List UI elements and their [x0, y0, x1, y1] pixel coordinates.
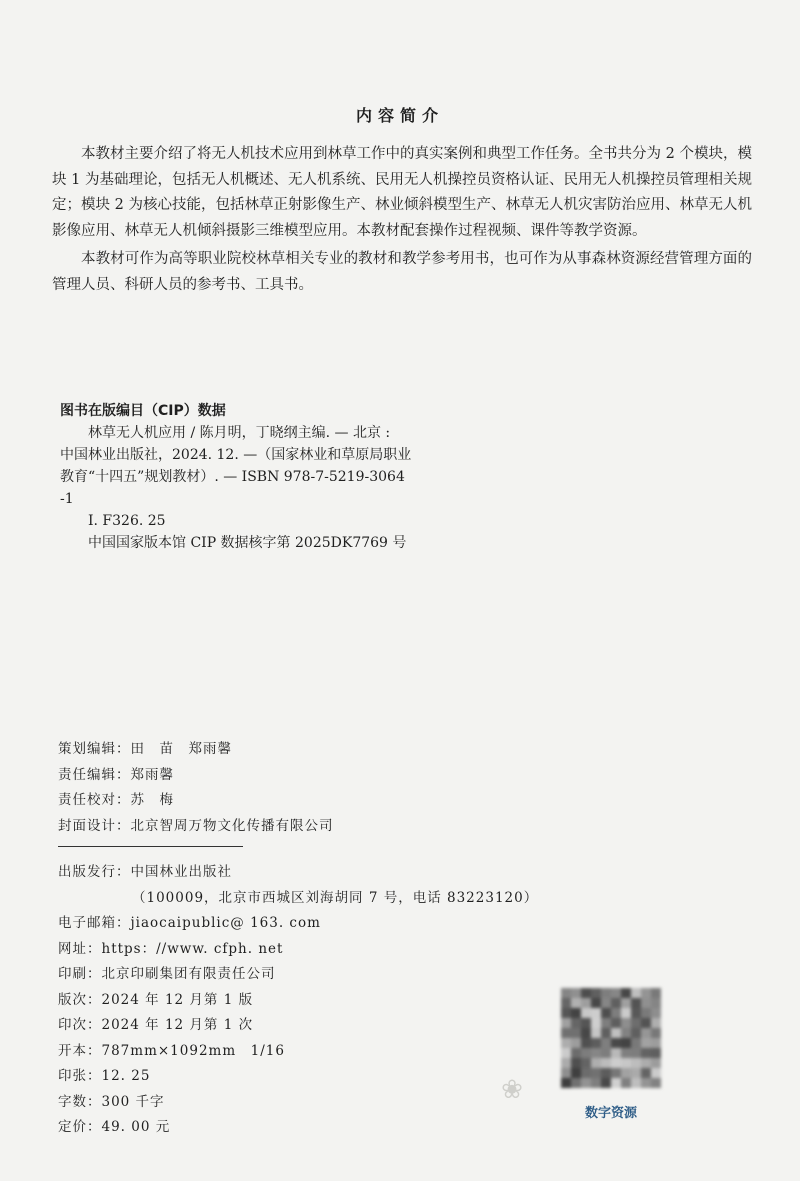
- qr-module: [631, 1028, 641, 1038]
- pub-row-format: [58, 1039, 538, 1065]
- qr-module: [651, 988, 661, 998]
- intro-paragraph-1: 本教材主要介绍了将无人机技术应用到林草工作中的真实案例和典型工作任务。全书共分为 2 个模块，模块 1 为基础理论，包括无人机概述、无人机系统、民用无人机操控员资格认证、民用无人机操控员管理相关规定；模块 2 为核心技能，包括林草正射影像生产、林业倾斜模型生产、林草无人机灾害防治应用、林草无人机影像应用、林草无人机倾斜摄影三维模型应用。本教材配套操作过程视频、课件等教学资源。: [52, 146, 752, 239]
- qr-module: [621, 1038, 631, 1048]
- qr-module: [571, 1038, 581, 1048]
- qr-module: [561, 1048, 571, 1058]
- intro-paragraph-2: 本教材可作为高等职业院校林草相关专业的教材和教学参考用书，也可作为从事森林资源经营管理方面的管理人员、科研人员的参考书、工具书。: [52, 251, 752, 293]
- credit-label: 责任校对：: [58, 792, 131, 808]
- publisher-label: 出版发行：: [58, 864, 131, 880]
- qr-module: [591, 1038, 601, 1048]
- qr-module: [591, 1028, 601, 1038]
- qr-module: [601, 1038, 611, 1048]
- qr-module: [611, 1008, 621, 1018]
- pub-value: 300 千字: [101, 1093, 165, 1110]
- qr-module: [641, 1078, 651, 1088]
- credit-value: 郑雨馨: [130, 766, 174, 783]
- qr-module: [601, 1018, 611, 1028]
- qr-module: [621, 1028, 631, 1038]
- qr-module: [631, 1048, 641, 1058]
- pub-row-website: [58, 937, 538, 963]
- pub-row-printer: [58, 962, 538, 988]
- qr-module: [631, 1058, 641, 1068]
- qr-module: [611, 1038, 621, 1048]
- pub-label: 印次：: [58, 1017, 102, 1033]
- credit-label: 策划编辑：: [58, 741, 131, 757]
- qr-module: [651, 1018, 661, 1028]
- qr-module: [641, 988, 651, 998]
- pub-label: 版次：: [58, 991, 102, 1008]
- pub-value: 2024 年 12 月第 1 次: [101, 1017, 254, 1033]
- pub-value: 49. 00 元: [101, 1119, 171, 1135]
- pub-value: 787mm×1092mm 1/16: [101, 1042, 285, 1059]
- credit-value: 苏 梅: [130, 792, 174, 808]
- credit-value: 北京智周万物文化传播有限公司: [130, 817, 334, 834]
- qr-module: [581, 998, 591, 1008]
- cip-library-number: 中国国家版本馆 CIP 数据核字第 2025DK7769 号: [88, 535, 407, 551]
- section-divider: [58, 846, 243, 847]
- pub-label: 电子邮箱：: [58, 915, 131, 931]
- intro-text: [52, 142, 752, 301]
- qr-module: [651, 1078, 661, 1088]
- qr-module: [651, 1038, 661, 1048]
- qr-module: [651, 1028, 661, 1038]
- qr-module: [631, 1078, 641, 1088]
- qr-module: [631, 1008, 641, 1018]
- pub-label: 印刷：: [58, 966, 102, 982]
- pub-label: 定价：: [58, 1119, 102, 1135]
- qr-module: [571, 988, 581, 998]
- qr-module: [621, 1058, 631, 1068]
- pub-row-impression: [58, 1013, 538, 1039]
- publishing-block: [58, 860, 538, 1141]
- qr-module: [591, 1068, 601, 1078]
- credit-value: 田 苗 郑雨馨: [130, 741, 232, 757]
- intro-title: 内容简介: [355, 106, 444, 125]
- qr-module: [561, 998, 571, 1008]
- credit-label: 封面设计：: [58, 817, 131, 834]
- pub-label: 开本：: [58, 1042, 102, 1059]
- qr-module: [631, 1068, 641, 1078]
- pub-value: 2024 年 12 月第 1 版: [101, 991, 254, 1008]
- qr-module: [571, 1018, 581, 1028]
- pub-row-sheets: [58, 1064, 538, 1090]
- qr-module: [611, 1048, 621, 1058]
- qr-module: [621, 1048, 631, 1058]
- qr-module: [631, 998, 641, 1008]
- pub-value: 12. 25: [101, 1068, 151, 1084]
- qr-module: [631, 1018, 641, 1028]
- cip-block: [60, 400, 488, 554]
- qr-module: [601, 988, 611, 998]
- qr-module: [591, 1018, 601, 1028]
- qr-module: [621, 1078, 631, 1088]
- qr-module: [601, 1008, 611, 1018]
- qr-module: [601, 1048, 611, 1058]
- qr-module: [621, 1008, 631, 1018]
- publisher-row: [58, 860, 538, 886]
- qr-module: [601, 1028, 611, 1038]
- qr-module: [571, 1048, 581, 1058]
- cip-line-4: -1: [60, 491, 74, 507]
- qr-module: [611, 998, 621, 1008]
- qr-module: [651, 1058, 661, 1068]
- qr-module: [621, 998, 631, 1008]
- qr-module: [631, 1038, 641, 1048]
- pub-value: https：//www. cfph. net: [101, 940, 284, 957]
- credit-row-proofreader: [58, 788, 334, 814]
- qr-module: [601, 1068, 611, 1078]
- cip-line-1: 林草无人机应用 / 陈月明，丁晓纲主编. — 北京 :: [88, 425, 391, 441]
- qr-module: [591, 998, 601, 1008]
- qr-module: [601, 998, 611, 1008]
- qr-module: [651, 1068, 661, 1078]
- credits-block: [58, 737, 334, 839]
- credit-row-cover-design: [58, 814, 334, 840]
- pub-row-word-count: [58, 1090, 538, 1116]
- qr-module: [631, 988, 641, 998]
- cip-class-number: Ⅰ. F326. 25: [88, 513, 166, 529]
- qr-module: [561, 1058, 571, 1068]
- qr-module: [571, 998, 581, 1008]
- qr-module: [641, 1008, 651, 1018]
- pub-value: 北京印刷集团有限责任公司: [101, 966, 276, 982]
- pub-row-edition: [58, 988, 538, 1014]
- publisher-logo-icon: ❀: [501, 1075, 523, 1105]
- qr-module: [591, 1058, 601, 1068]
- qr-module: [571, 1068, 581, 1078]
- qr-module: [641, 1048, 651, 1058]
- qr-module: [561, 1008, 571, 1018]
- qr-module: [621, 1068, 631, 1078]
- qr-module: [591, 1008, 601, 1018]
- qr-module: [581, 1038, 591, 1048]
- credit-label: 责任编辑：: [58, 766, 131, 783]
- qr-module: [651, 1008, 661, 1018]
- credit-row-responsible-editor: [58, 763, 334, 789]
- qr-module: [571, 1028, 581, 1038]
- qr-module: [611, 1028, 621, 1038]
- pub-value: jiaocaipublic@ 163. com: [130, 915, 321, 931]
- qr-module: [561, 988, 571, 998]
- qr-module: [581, 1078, 591, 1088]
- qr-module: [581, 1058, 591, 1068]
- qr-module: [621, 988, 631, 998]
- qr-module: [581, 1018, 591, 1028]
- qr-module: [641, 1058, 651, 1068]
- qr-module: [651, 998, 661, 1008]
- qr-module: [561, 1018, 571, 1028]
- qr-module: [621, 1018, 631, 1028]
- qr-module: [601, 1078, 611, 1088]
- qr-module: [611, 1058, 621, 1068]
- cip-line-2: 中国林业出版社，2024. 12. —（国家林业和草原局职业: [60, 447, 412, 463]
- credit-row-planning-editor: [58, 737, 334, 763]
- qr-module: [611, 1018, 621, 1028]
- qr-module: [651, 1048, 661, 1058]
- qr-module: [581, 1068, 591, 1078]
- pub-label: 印张：: [58, 1068, 102, 1084]
- qr-module: [591, 988, 601, 998]
- qr-module: [581, 1028, 591, 1038]
- qr-module: [591, 1048, 601, 1058]
- qr-module: [611, 1068, 621, 1078]
- qr-module: [641, 1068, 651, 1078]
- pub-row-price: [58, 1115, 538, 1141]
- qr-code-label: 数字资源: [584, 1106, 637, 1121]
- qr-module: [641, 998, 651, 1008]
- publisher-name: 中国林业出版社: [130, 864, 232, 880]
- qr-module: [561, 1068, 571, 1078]
- qr-module: [561, 1028, 571, 1038]
- qr-module: [611, 988, 621, 998]
- qr-module: [571, 1058, 581, 1068]
- qr-module: [601, 1058, 611, 1068]
- qr-module: [571, 1008, 581, 1018]
- qr-module: [641, 1038, 651, 1048]
- qr-module: [591, 1078, 601, 1088]
- qr-module: [641, 1018, 651, 1028]
- qr-code-icon[interactable]: [561, 988, 661, 1088]
- qr-module: [561, 1038, 571, 1048]
- qr-module: [571, 1078, 581, 1088]
- qr-module: [581, 1048, 591, 1058]
- cip-heading: 图书在版编目（CIP）数据: [60, 403, 226, 419]
- pub-label: 字数：: [58, 1093, 102, 1110]
- pub-label: 网址：: [58, 940, 102, 957]
- publisher-address: （100009，北京市西城区刘海胡同 7 号，电话 83223120）: [132, 889, 539, 906]
- qr-module: [561, 1078, 571, 1088]
- pub-row-email: [58, 911, 538, 937]
- qr-module: [641, 1028, 651, 1038]
- qr-module: [581, 988, 591, 998]
- qr-module: [581, 1008, 591, 1018]
- cip-line-3: 教育“十四五”规划教材）. — ISBN 978-7-5219-3064: [60, 469, 405, 485]
- qr-module: [611, 1078, 621, 1088]
